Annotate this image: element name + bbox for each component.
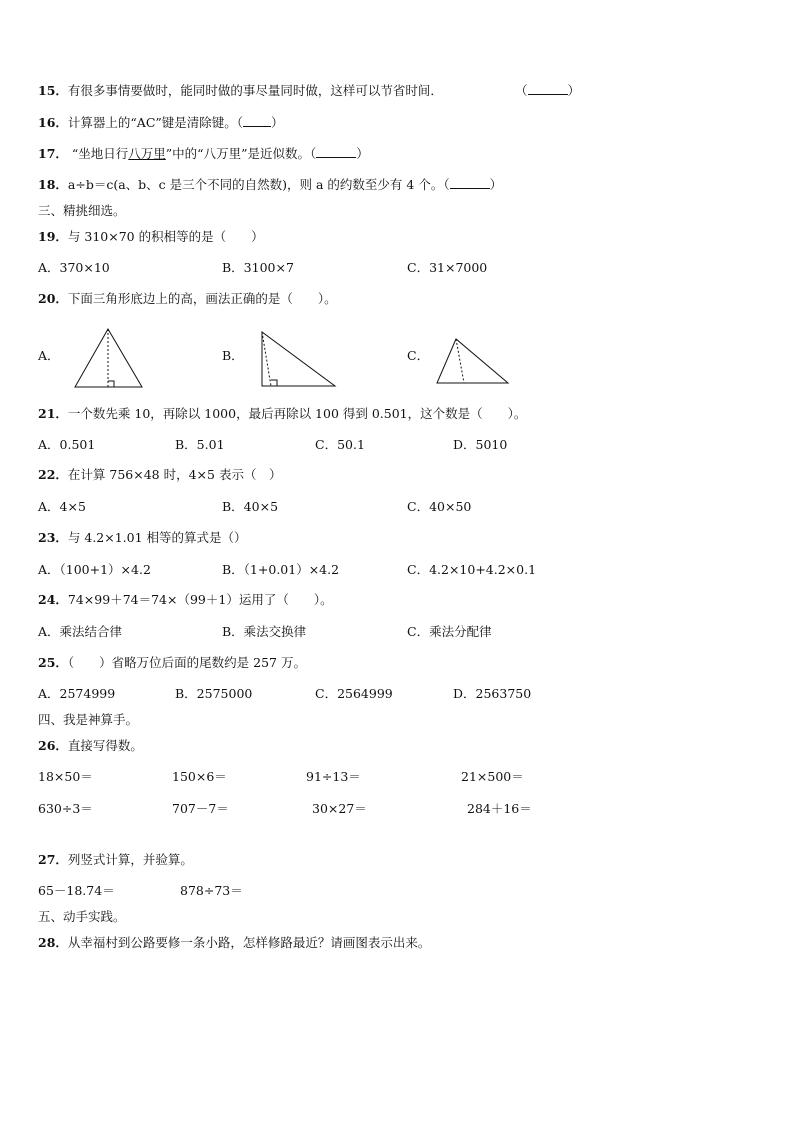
question-number: 26． [38, 738, 68, 753]
section-4-heading: 四、我是神算手。 [38, 712, 139, 727]
question-22 [38, 466, 281, 484]
q21-option-c[interactable]: C．50.1 [315, 437, 365, 452]
question-number: 24． [38, 592, 68, 607]
q20-option-c[interactable]: C． [407, 348, 430, 363]
question-number: 23． [38, 530, 68, 545]
q26-item[interactable]: 707－7＝ [172, 801, 229, 816]
question-28 [38, 934, 430, 952]
q25-option-c[interactable]: C．2564999 [315, 686, 393, 701]
q22-option-a[interactable]: A．4×5 [38, 499, 86, 514]
q26-item[interactable]: 630÷3＝ [38, 801, 93, 816]
question-16: 16．计算器上的“AC”键是清除键。（ ） [38, 115, 284, 130]
question-number: 21． [38, 406, 68, 421]
question-19 [38, 228, 264, 246]
triangle-a-figure [72, 326, 146, 390]
q26-item[interactable]: 30×27＝ [312, 801, 367, 816]
q21-option-a[interactable]: A．0.501 [38, 437, 96, 452]
q24-option-a[interactable]: A．乘法结合律 [38, 624, 123, 639]
answer-blank-17[interactable] [316, 145, 356, 158]
question-number: 25． [38, 655, 68, 670]
section-5-heading: 五、动手实践。 [38, 909, 126, 924]
q26-item[interactable]: 150×6＝ [172, 769, 227, 784]
question-text: 与 4.2×1.01 相等的算式是（） [67, 530, 247, 545]
q21-option-d[interactable]: D．5010 [453, 437, 508, 452]
question-text: 从幸福村到公路要修一条小路，怎样修路最近？请画图表示出来。 [67, 935, 431, 950]
answer-blank-18[interactable] [450, 176, 490, 189]
question-number: 20． [38, 291, 68, 306]
q19-option-b[interactable]: B．3100×7 [222, 260, 294, 275]
q23-option-c[interactable]: C．4.2×10+4.2×0.1 [407, 562, 537, 577]
q26-item[interactable]: 284＋16＝ [467, 801, 532, 816]
question-27 [38, 851, 193, 869]
question-text: 在计算 756×48 时，4×5 表示（ ） [67, 467, 282, 482]
question-20 [38, 290, 337, 308]
q26-item[interactable]: 18×50＝ [38, 769, 93, 784]
q22-option-b[interactable]: B．40×5 [222, 499, 279, 514]
q25-option-b[interactable]: B．2575000 [175, 686, 253, 701]
question-text: 74×99＋74＝74×（99＋1）运用了（ ）。 [67, 592, 333, 607]
answer-blank-15[interactable]: （ ） [515, 83, 581, 98]
question-24 [38, 591, 333, 609]
question-number: 19． [38, 229, 68, 244]
q27-item[interactable]: 65－18.74＝ [38, 883, 115, 898]
q19-option-a[interactable]: A．370×10 [38, 260, 110, 275]
question-number: 27． [38, 852, 68, 867]
q23-option-b[interactable]: B．（1+0.01）×4.2 [222, 562, 340, 577]
question-text: （ ）省略万位后面的尾数约是 257 万。 [67, 655, 306, 670]
question-text: 列竖式计算，并验算。 [67, 852, 193, 867]
q27-item[interactable]: 878÷73＝ [180, 883, 243, 898]
question-number: 28． [38, 935, 68, 950]
question-number: 15． [38, 83, 68, 98]
q23-option-a[interactable]: A．（100+1）×4.2 [38, 562, 151, 577]
q20-option-b[interactable]: B． [222, 348, 244, 363]
q20-option-a[interactable]: A． [38, 348, 60, 363]
question-17: 17． “坐地日行八万里”中的“八万里”是近似数。（ ） [38, 146, 369, 161]
question-text: 有很多事情要做时，能同时做的事尽量同时做，这样可以节省时间． [67, 83, 443, 98]
q25-option-a[interactable]: A．2574999 [38, 686, 116, 701]
question-text: 计算器上的“AC”键是清除键。（ [67, 115, 244, 130]
question-number: 17． [38, 146, 68, 161]
question-25 [38, 654, 306, 672]
question-26 [38, 737, 143, 755]
q24-option-c[interactable]: C．乘法分配律 [407, 624, 492, 639]
q19-option-c[interactable]: C．31×7000 [407, 260, 488, 275]
triangle-c-figure [434, 336, 512, 386]
q26-item[interactable]: 21×500＝ [461, 769, 524, 784]
question-text: a÷b＝c(a、b、c 是三个不同的自然数)，则 a 的约数至少有 4 个。（ [67, 177, 450, 192]
question-23 [38, 529, 247, 547]
question-text: 下面三角形底边上的高，画法正确的是（ ）。 [67, 291, 337, 306]
answer-blank-16[interactable] [243, 114, 271, 127]
question-number: 22． [38, 467, 68, 482]
blank-line [528, 82, 568, 95]
question-number: 16． [38, 115, 68, 130]
question-number: 18． [38, 177, 68, 192]
q26-item[interactable]: 91÷13＝ [306, 769, 361, 784]
question-text: 一个数先乘 10，再除以 1000，最后再除以 100 得到 0.501，这个数是（ ）。 [67, 406, 527, 421]
q22-option-c[interactable]: C．40×50 [407, 499, 472, 514]
q21-option-b[interactable]: B．5.01 [175, 437, 225, 452]
question-21 [38, 405, 526, 423]
question-text: 直接写得数。 [67, 738, 143, 753]
question-15 [38, 82, 443, 100]
q25-option-d[interactable]: D．2563750 [453, 686, 532, 701]
q24-option-b[interactable]: B．乘法交换律 [222, 624, 307, 639]
triangle-b-figure [258, 329, 338, 389]
question-18: 18．a÷b＝c(a、b、c 是三个不同的自然数)，则 a 的约数至少有 4 个。（ ） [38, 177, 503, 192]
question-text: 与 310×70 的积相等的是（ ） [67, 229, 264, 244]
section-3-heading: 三、精挑细选。 [38, 203, 126, 218]
underlined-phrase: 八万里 [128, 146, 166, 161]
